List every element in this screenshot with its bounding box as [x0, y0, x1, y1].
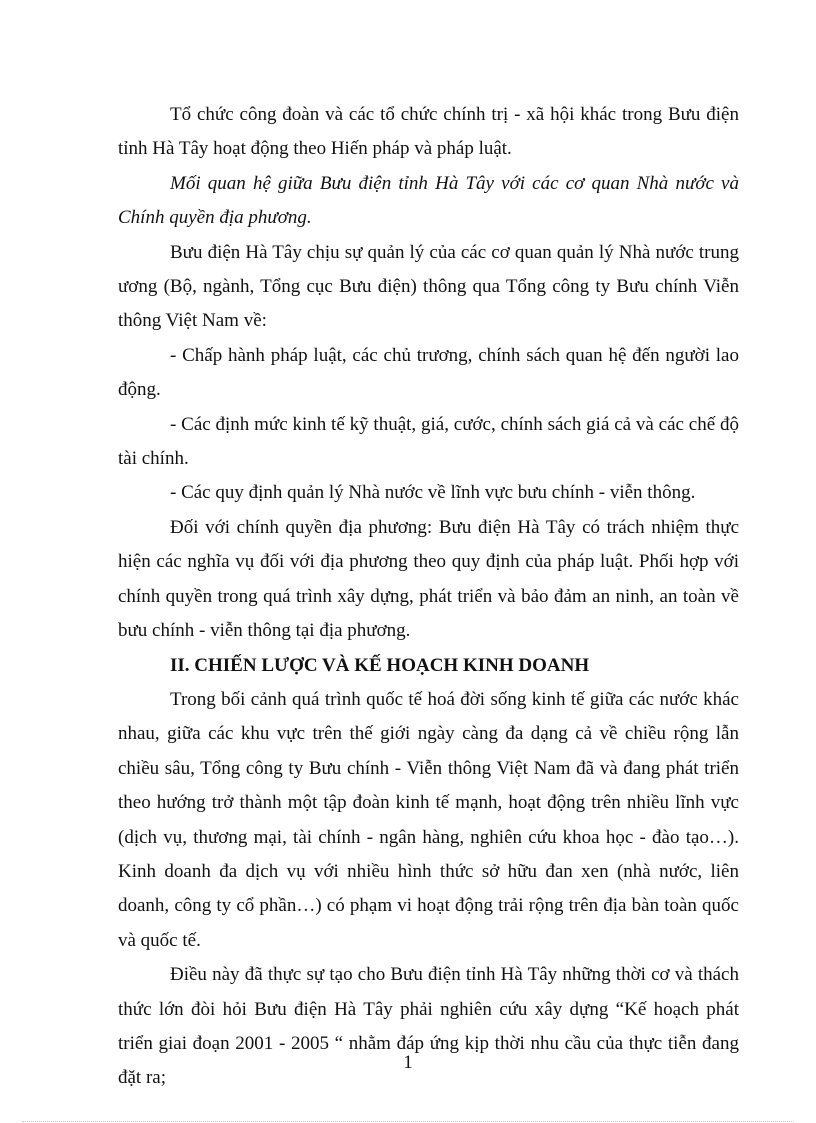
list-item-state-regulations: - Các quy định quản lý Nhà nước về lĩnh vực bưu chính - viễn thông.: [170, 482, 696, 504]
list-item-economic-norms: - Các định mức kinh tế kỹ thuật, giá, cước, chính sách giá cả và các chế độ tài chính.: [118, 413, 739, 470]
paragraph-state-management: Bưu điện Hà Tây chịu sự quản lý của các cơ quan quản lý Nhà nước trung ương (Bộ, ngành, Tổng cục Bưu điện) thông qua Tổng công ty Bưu chính Viễn thông Việt Nam về:: [118, 241, 739, 332]
list-item-law-compliance: - Chấp hành pháp luật, các chủ trương, chính sách quan hệ đến người lao động.: [118, 344, 739, 401]
document-body: [118, 98, 739, 1096]
page-bottom-divider: [22, 1121, 794, 1122]
page-number: 1: [403, 1052, 413, 1073]
paragraph-relationship-subheading: Mối quan hệ giữa Bưu điện tỉnh Hà Tây với các cơ quan Nhà nước và Chính quyền địa phương.: [118, 172, 739, 229]
paragraph-trade-union: Tổ chức công đoàn và các tổ chức chính trị - xã hội khác trong Bưu điện tỉnh Hà Tây hoạt động theo Hiến pháp và pháp luật.: [118, 104, 739, 160]
paragraph-opportunities: Điều này đã thực sự tạo cho Bưu điện tỉnh Hà Tây những thời cơ và thách thức lớn đòi hỏi Bưu điện Hà Tây phải nghiên cứu xây dựng “Kế hoạch phát triển giai đoạn 2001 - 2005 “ nhằm đáp ứng kịp thời nhu cầu của thực tiễn đang đặt ra;: [118, 964, 739, 1089]
section-heading: II. CHIẾN LƯỢC VÀ KẾ HOẠCH KINH DOANH: [170, 654, 590, 676]
paragraph-globalization-context: Trong bối cảnh quá trình quốc tế hoá đời sống kinh tế giữa các nước khác nhau, giữa các khu vực trên thế giới ngày càng đa dạng cả về chiều rộng lẫn chiều sâu, Tổng công ty Bưu chính - Viễn thông Việt Nam đã và đang phát triển theo hướng trở thành một tập đoàn kinh tế mạnh, hoạt động trên nhiều lĩnh vực (dịch vụ, thương mại, tài chính - ngân hàng, nghiên cứu khoa học - đào tạo…). Kinh doanh đa dịch vụ với nhiều hình thức sở hữu đan xen (nhà nước, liên doanh, công ty cổ phần…) có phạm vi hoạt động trải rộng trên địa bàn toàn quốc và quốc tế.: [118, 688, 739, 951]
paragraph-local-government: Đối với chính quyền địa phương: Bưu điện Hà Tây có trách nhiệm thực hiện các nghĩa vụ đối với địa phương theo quy định của pháp luật. Phối hợp với chính quyền trong quá trình xây dựng, phát triển và bảo đảm an ninh, an toàn về bưu chính - viễn thông tại địa phương.: [118, 516, 739, 642]
